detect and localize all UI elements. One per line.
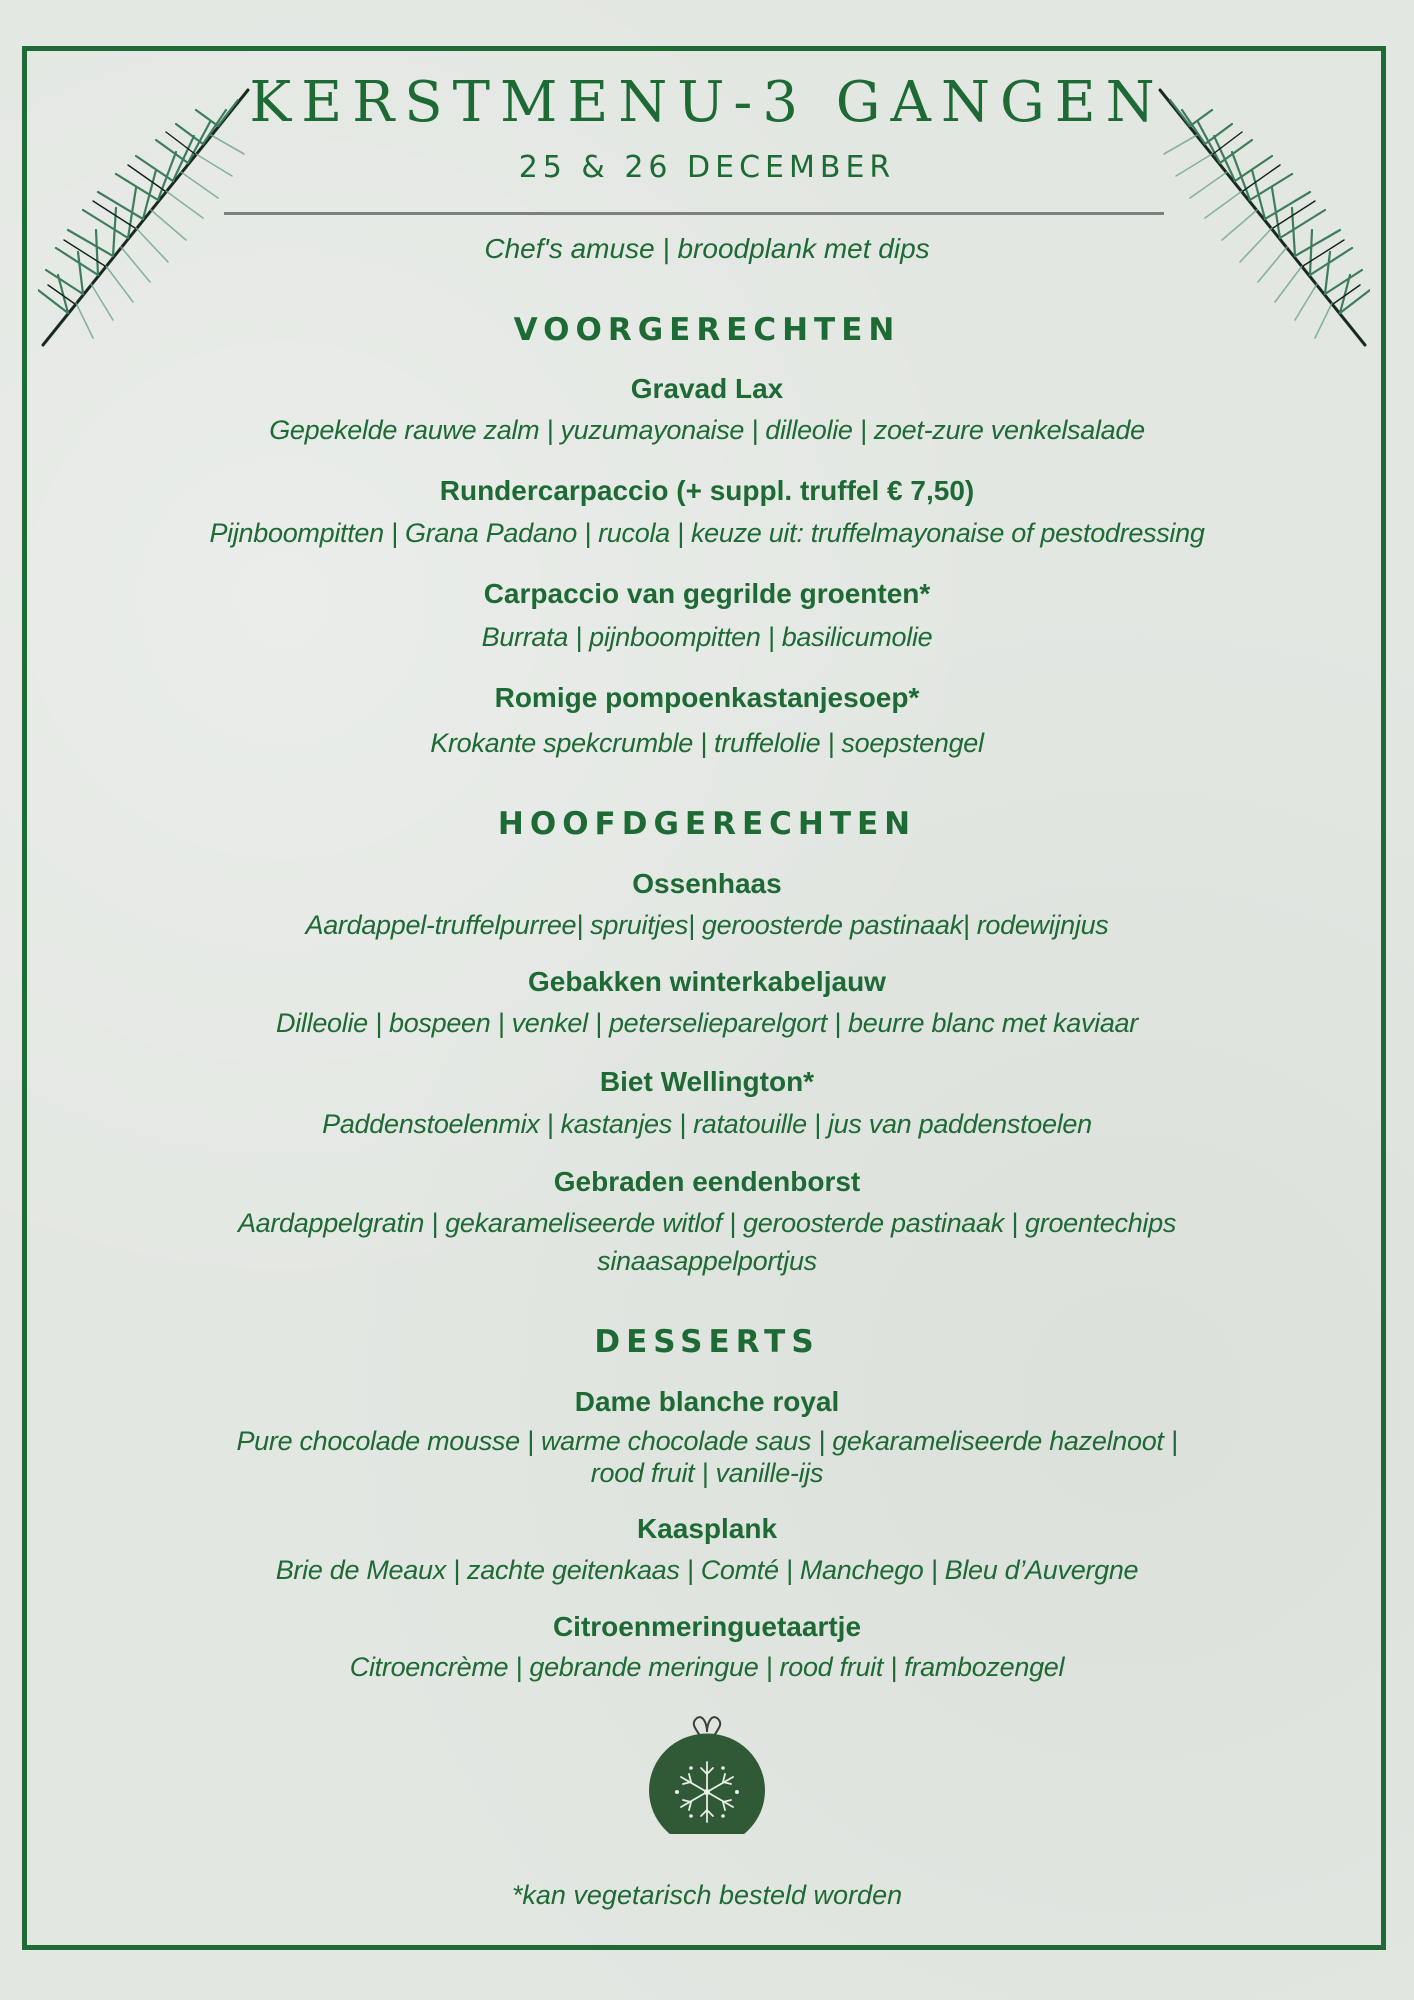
header-divider: [224, 212, 1164, 215]
dish-name: Carpaccio van gegrilde groenten*: [483, 578, 931, 609]
vegetarian-footnote: *kan vegetarisch besteld worden: [511, 1880, 903, 1910]
section-heading-starters: VOORGERECHTEN: [513, 312, 901, 348]
section-heading-desserts: DESSERTS: [594, 1324, 820, 1360]
dish-description: Aardappel-truffelpurree| spruitjes| geroosterde pastinaak| rodewijnjus: [305, 910, 1109, 940]
dish-name: Citroenmeringuetaartje: [552, 1611, 862, 1642]
menu-date: 25 & 26 DECEMBER: [518, 150, 896, 185]
dish-name: Ossenhaas: [632, 868, 782, 899]
christmas-bauble-icon: [645, 1710, 769, 1834]
dish-description: Burrata | pijnboompitten | basilicumolie: [481, 622, 933, 652]
dish-description-continued: sinaasappelportjus: [597, 1246, 817, 1276]
dish-description: Paddenstoelenmix | kastanjes | ratatouille | jus van paddenstoelen: [322, 1109, 1092, 1139]
menu-title: KERSTMENU-3 GANGEN: [249, 70, 1165, 135]
dish-name: Gravad Lax: [630, 373, 784, 404]
dish-description: Aardappelgratin | gekarameliseerde witlof | geroosterde pastinaak | groentechips: [237, 1208, 1177, 1238]
dish-name: Gebraden eendenborst: [553, 1166, 861, 1197]
dish-description: Pijnboompitten | Grana Padano | rucola | keuze uit: truffelmayonaise of pestodressing: [209, 518, 1205, 548]
dish-name: Rundercarpaccio (+ suppl. truffel € 7,50): [439, 475, 975, 506]
dish-description: Brie de Meaux | zachte geitenkaas | Comté | Manchego | Bleu d’Auvergne: [275, 1555, 1139, 1585]
dish-name: Kaasplank: [636, 1513, 778, 1544]
dish-description-continued: rood fruit | vanille-ijs: [590, 1458, 824, 1488]
dish-name: Gebakken winterkabeljauw: [528, 966, 886, 997]
dish-name: Romige pompoenkastanjesoep*: [494, 682, 920, 713]
dish-name: Biet Wellington*: [599, 1066, 815, 1097]
dish-name: Dame blanche royal: [574, 1386, 840, 1417]
dish-description: Dilleolie | bospeen | venkel | peterselieparelgort | beurre blanc met kaviaar: [276, 1008, 1138, 1038]
dish-description: Pure chocolade mousse | warme chocolade saus | gekarameliseerde hazelnoot |: [236, 1426, 1178, 1456]
section-heading-mains: HOOFDGERECHTEN: [497, 806, 917, 842]
dish-description: Citroencrème | gebrande meringue | rood fruit | frambozengel: [349, 1652, 1065, 1682]
dish-description: Gepekelde rauwe zalm | yuzumayonaise | dilleolie | zoet-zure venkelsalade: [269, 415, 1145, 445]
dish-description: Krokante spekcrumble | truffelolie | soepstengel: [430, 728, 984, 758]
amuse-line: Chef's amuse | broodplank met dips: [484, 233, 930, 264]
